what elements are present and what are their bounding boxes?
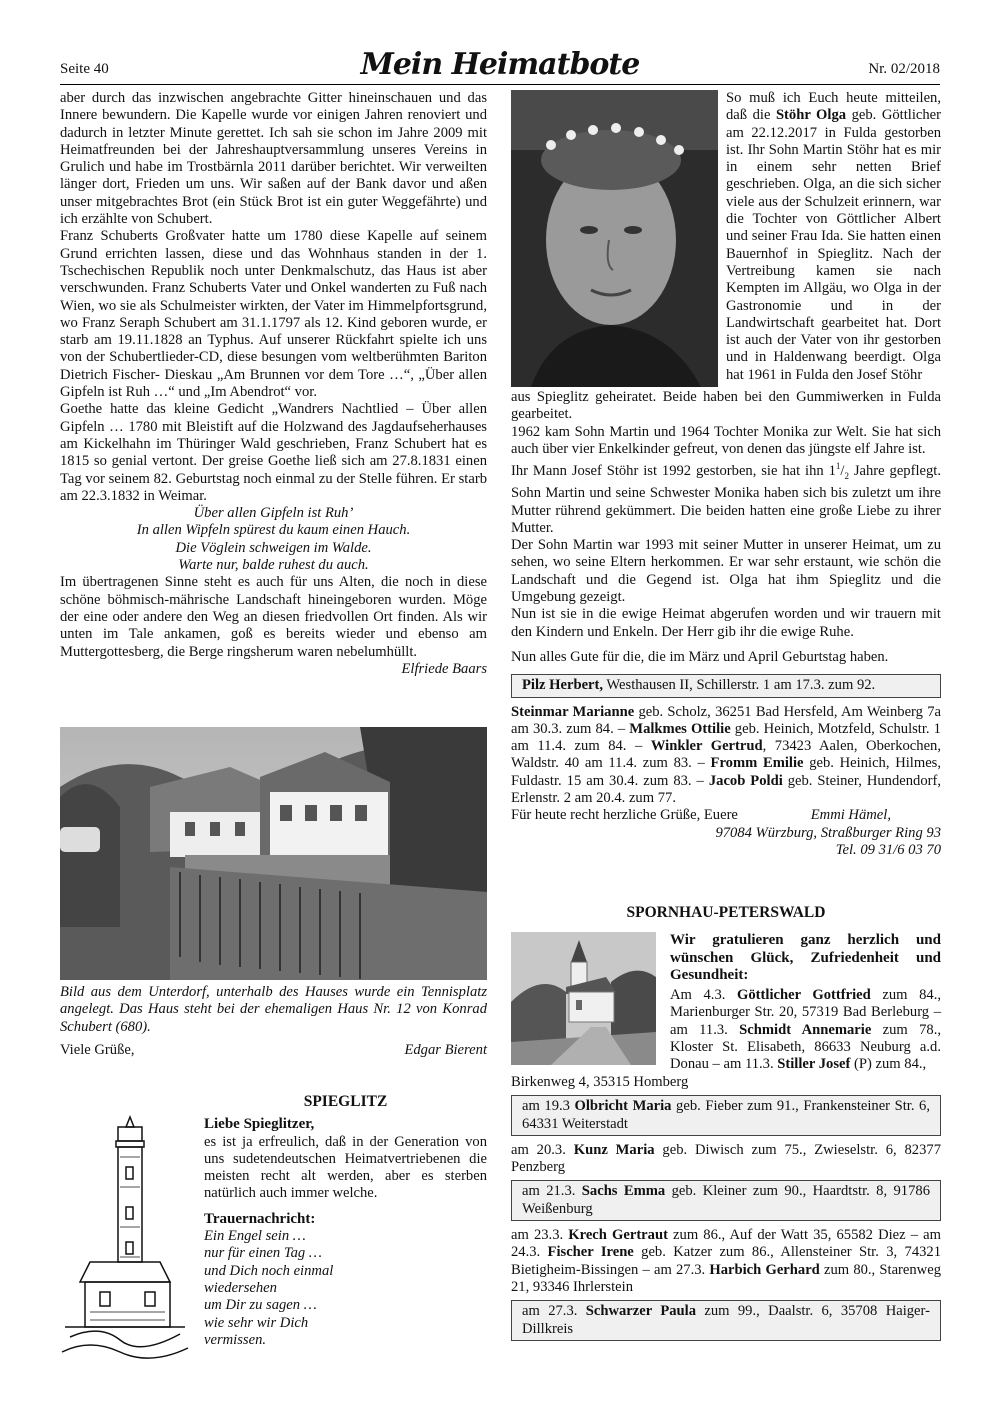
- article-paragraph: Nun ist sie in die ewige Heimat abgerufen worden und wir trauern mit den Kindern und Enkeln. Der Herr gib ihr die ewige Ruhe.: [511, 606, 941, 640]
- congrats-text: Wir gratulieren ganz herzlich und wünschen Glück, Zufriedenheit und Gesundheit:: [670, 932, 941, 983]
- poem-line: um Dir zu sagen …: [204, 1297, 317, 1314]
- birthday-name: Schmidt Annemarie: [739, 1021, 872, 1038]
- date: am 27.3.: [522, 1303, 586, 1320]
- photo-caption: Bild aus dem Unterdorf, unterhalb des Hauses wurde ein Tennisplatz angelegt. Das Haus steht bei der ehemaligen Haus Nr. 12 von Konrad Schubert (680).: [60, 984, 487, 1035]
- birthday-detail: zum 99., Daalstr. 6, 35708 Haiger-Dillkreis: [522, 1303, 930, 1337]
- schubert-article: [60, 90, 487, 678]
- poem-line: In allen Wipfeln spürest du kaum einen Hauch.: [136, 522, 411, 539]
- birthday-name: Malkmes Ottilie: [629, 720, 731, 737]
- birthday-entry: [511, 1142, 941, 1177]
- mourning-title: Trauernachricht:: [204, 1210, 316, 1227]
- article-author: Elfriede Baars: [401, 660, 487, 677]
- birthday-detail: Westhausen II, Schillerstr. 1 am 17.3. zum 92.: [603, 677, 876, 694]
- birthday-detail: geb. Steiner, Hundendorf, Erlenstr. 2 am 20.4. zum 77.: [511, 772, 941, 806]
- page-number: Seite 40: [60, 61, 109, 77]
- mourning-poem: [204, 1228, 487, 1349]
- birthday-detail: geb. Katzer zum 86., Allensteiner Str. 3, 74321 Bietigheim-Bissingen – am 27.3.: [511, 1244, 942, 1278]
- closing-author: Emmi Hämel,: [810, 807, 891, 824]
- birthday-name: Kunz Maria: [573, 1141, 655, 1158]
- article-paragraph: Nun alles Gute für die, die im März und April Geburtstag haben.: [511, 648, 889, 665]
- article-paragraph: Franz Schuberts Großvater hatte um 1780 diese Kapelle auf seinem Grund errichten lassen, diese und das Wohnhaus standen in der 1. Tschechischen Republik noch unter Denkmalschutz, das Haus ist aber verschwunden. Franz Schuberts Vater und Onkel wanderten zu Fuß nach Wien, wo sie als Schulmeister wirkten, der Vater im Himmelpfortsgrund, wo Franz Seraph Schubert am 31.1.1797 als 12. Kind geboren wurde, er starb am 19.11.1828 an Typhus. Auf unserer Rückfahrt spielte ich uns von der Schubertlieder-CD, diese besungen vom weltberühmten Bariton Dietrich Fischer- Dieskau „Am Brunnen vor dem Tore …“, „Über allen Gipfeln ist Ruh …“ und „Im Abendrot“ vor.: [60, 228, 487, 401]
- birthday-name: Schwarzer Paula: [585, 1303, 697, 1320]
- poem-line: und Dich noch einmal: [204, 1262, 334, 1279]
- newspaper-logo: Mein Heimatbote: [360, 47, 640, 82]
- birthday-name: Sachs Emma: [581, 1183, 666, 1200]
- birthday-detail-continuation: Birkenweg 4, 35315 Homberg: [511, 1074, 689, 1090]
- issue-number: Nr. 02/2018: [868, 61, 940, 77]
- closing-phone: Tel. 09 31/6 03 70: [835, 841, 941, 858]
- fraction-num: 1: [835, 461, 841, 472]
- tower-illustration: [60, 1112, 190, 1367]
- birthday-detail: geb. Scholz, 36251 Bad Hersfeld, Am Weinberg 7a am 30.3. zum 84. –: [511, 703, 941, 737]
- article-paragraph: Im übertragenen Sinne steht es auch für uns Alten, die noch in diese schöne böhmisch-mährische Landschaft hineingeboren wurden. Möge der eine oder andere den Weg an diesen friedvollen Ort finden. Als wir unten im Tale ankamen, goß es bereits wieder und ebenso am Muttergottesberg, die Berge ringsherum waren nebelumhüllt.: [60, 574, 487, 660]
- birthday-name: Krech Gertraut: [568, 1227, 668, 1244]
- birthday-entry: [670, 987, 941, 1073]
- birthday-name: Göttlicher Gottfried: [737, 987, 871, 1003]
- date: am 20.3.: [511, 1141, 574, 1158]
- birthday-box: [511, 1180, 941, 1221]
- portrait-photo: [511, 90, 718, 387]
- birthday-detail: zum 80., Starenweg 21, 93346 Ihrlerstein: [511, 1261, 941, 1295]
- poem-line: vermissen.: [204, 1331, 267, 1348]
- photo-caption-block: [60, 984, 487, 1059]
- obit-continuation: aus Spieglitz geheiratet. Beide haben bei den Gummiwerken in Fulda gearbeitet.: [511, 389, 941, 423]
- salutation: Liebe Spieglitzer,: [204, 1116, 315, 1133]
- greeting-line: [60, 1042, 487, 1059]
- birthday-detail: zum 78., Kloster St. Elisabeth, 86633 Neuburg a.d. Donau – am 11.3.: [670, 1021, 941, 1073]
- deceased-name: Stöhr Olga: [775, 107, 847, 124]
- greeting: Viele Grüße,: [60, 1041, 135, 1058]
- poem-line: Über allen Gipfeln ist Ruh’: [193, 505, 354, 522]
- birthday-entry: [511, 1227, 941, 1296]
- goethe-poem: [60, 505, 487, 574]
- closing-line: [511, 807, 941, 824]
- article-paragraph: Der Sohn Martin war 1993 mit seiner Mutter in unserer Heimat, um zu sehen, wo seine Eltern herkommen. Er war sehr erstaunt, wie schön die Landschaft und die Gegend ist. Olga hat ihm Spieglitz und die Umgebung gezeigt.: [511, 537, 941, 606]
- spornhau-list-wrap: [670, 987, 941, 1073]
- poem-line: Ein Engel sein …: [204, 1228, 306, 1245]
- birthday-detail: geb. Heinich, Motzfeld, Schulstr. 1 am 11.4. zum 84. –: [511, 720, 941, 755]
- greeting-author: Edgar Bierent: [404, 1041, 487, 1058]
- article-paragraph: Ihr Mann Josef Stöhr ist 1992 gestorben, sie hat ihn $1^1/_2$ Jahre gepflegt. Sohn Martin und seine Schwester Monika haben sich bis zuletzt um ihre Mutter rührend gekümmert. Die beiden hatten eine große Liebe zu ihrer Mutter.: [511, 461, 941, 536]
- birthday-name: Harbich Gerhard: [709, 1261, 820, 1278]
- obit-text: geb. Göttlicher am 22.12.2017 in Fulda gestorben ist. Ihr Sohn Martin Stöhr hat es mir in einem sehr netten Brief geschrieben. Olga, an die sich sicher viele aus der Schulzeit erinnern, war die Tochter von Göttlicher Albert und seiner Frau Ida. Sie hatten einen Bauernhof in Spieglitz. Nach der Vertreibung kamen sie nach Kempten im Allgäu, wo Olga in der Gastronomie und in der Landwirtschaft gearbeitet hat. Dort ist auch der Vater von ihr gestorben und in Haldenwang beerdigt. Olga hat 1961 in Fulda den Josef Stöhr: [726, 107, 941, 383]
- birthday-detail: geb. Heinich, Hilmes, Fuldastr. 15 am 30.4. zum 83. –: [511, 755, 941, 789]
- birthday-box: [511, 1095, 941, 1136]
- house-photo: [60, 727, 487, 980]
- intro-paragraph: es ist ja erfreulich, daß in der Generation von uns sudetendeutschen Heimatvertriebenen die meisten recht alt werden, aber es sterben natürlich auch immer welche.: [204, 1133, 487, 1202]
- birthday-name: Stiller Josef: [777, 1056, 851, 1073]
- birthday-name: Steinmar Marianne: [511, 703, 635, 720]
- birthday-detail: zum 86., Auf der Watt 35, 65582 Diez – am 24.3.: [511, 1227, 941, 1261]
- birthday-detail: zum 84., Marienburger Str. 20, 57319 Bad Berleburg – am 11.3.: [670, 987, 941, 1038]
- page-header: [60, 44, 940, 85]
- text: Jahre gepflegt. Sohn Martin und seine Schwester Monika haben sich bis zuletzt um ihre Mutter rührend gekümmert. Die beiden hatten eine große Liebe zu ihrer Mutter.: [511, 463, 941, 536]
- birthday-name: Jacob Poldi: [708, 772, 783, 789]
- fraction-den: 2: [844, 470, 849, 481]
- spornhau-list: [511, 1074, 941, 1347]
- section-heading: SPIEGLITZ: [303, 1093, 388, 1110]
- birthday-detail: geb. Diwisch zum 75., Zwieselstr. 6, 82377 Penzberg: [511, 1141, 941, 1176]
- obituary-paragraph: [726, 90, 941, 384]
- date: am 21.3.: [522, 1183, 582, 1200]
- birthday-detail: geb. Kleiner zum 90., Haardtstr. 8, 91786 Weißenburg: [522, 1183, 930, 1217]
- birthday-name: Olbricht Maria: [574, 1098, 672, 1115]
- olga-text-wrap: [726, 90, 941, 384]
- section-heading: SPORNHAU-PETERSWALD: [626, 904, 826, 921]
- right-article: [511, 389, 941, 859]
- birthday-box: [511, 674, 941, 697]
- article-paragraph: aber durch das inzwischen angebrachte Gitter hineinschauen und das Innere bewundern. Die Kapelle wurde vor einigen Jahren renoviert und dadurch in letzter Minute gerettet. Ich sah sie schon im Jahre 2009 mit Heimatfreunden bei der Jahreshauptversammlung unseres Vereins in Grulich und habe im Trostbärnla 2011 darüber berichtet. Wir verweilten länger dort, Frieden um uns. Wir saßen auf der Bank davor und aßen unser mitgebrachtes Brot (ein Stück Brot ist ein guter Weggefährte) und ich erzählte von Schubert.: [60, 90, 487, 228]
- closing-address: 97084 Würzburg, Straßburger Ring 93: [715, 824, 941, 841]
- article-paragraph: 1962 kam Sohn Martin und 1964 Tochter Monika zur Welt. Sie hat sich auch über vier Enkelkinder gefreut, von denen das jüngste elf Jahre ist.: [511, 423, 941, 457]
- date: am 19.3: [522, 1098, 575, 1115]
- poem-line: Warte nur, balde ruhest du auch.: [178, 557, 369, 574]
- poem-line: Die Vöglein schweigen im Walde.: [175, 539, 372, 556]
- chapel-photo: [511, 932, 656, 1065]
- obit-text: So muß ich Euch heute mitteilen, daß die: [726, 90, 941, 124]
- birthday-detail: (P) zum 84.,: [850, 1056, 927, 1073]
- birthday-list: [511, 704, 941, 808]
- birthday-name: Fischer Irene: [547, 1244, 634, 1261]
- text: Ihr Mann Josef Stöhr ist 1992 gestorben, sie hat ihn 1: [511, 463, 836, 480]
- birthday-detail: geb. Fieber zum 91., Frankensteiner Str. 6, 64331 Weiterstadt: [522, 1098, 930, 1132]
- poem-line: nur für einen Tag …: [204, 1245, 322, 1262]
- poem-line: wie sehr wir Dich: [204, 1314, 309, 1331]
- closing: Für heute recht herzliche Grüße, Euere: [511, 807, 738, 824]
- spieglitz-section: [204, 1093, 487, 1349]
- poem-line: wiedersehen: [204, 1279, 277, 1296]
- birthday-detail: , 73423 Aalen, Oberkochen, Waldstr. 40 am 11.4. zum 83. –: [511, 738, 942, 772]
- birthday-box: [511, 1300, 941, 1341]
- birthday-name: Pilz Herbert,: [522, 677, 604, 694]
- date: Am 4.3.: [670, 987, 738, 1003]
- article-paragraph: Goethe hatte das kleine Gedicht „Wandrers Nachtlied – Über allen Gipfeln … 1780 mit Bleistift auf die Holzwand des Jagdaufseherhauses am Kickelhahn im Thüringer Wald geschrieben, Franz Schubert hat es 1815 so genial vertont. Der greise Goethe ließ sich am 27.8.1831 einen Tag vor seinem 82. Geburtstag noch einmal zu der Stelle führen. Er starb am 22.3.1832 in Weimar.: [60, 401, 487, 504]
- birthday-name: Fromm Emilie: [710, 755, 804, 772]
- birthday-name: Winkler Gertrud: [650, 738, 763, 755]
- date: am 23.3.: [511, 1227, 569, 1244]
- spornhau-intro: [670, 932, 941, 985]
